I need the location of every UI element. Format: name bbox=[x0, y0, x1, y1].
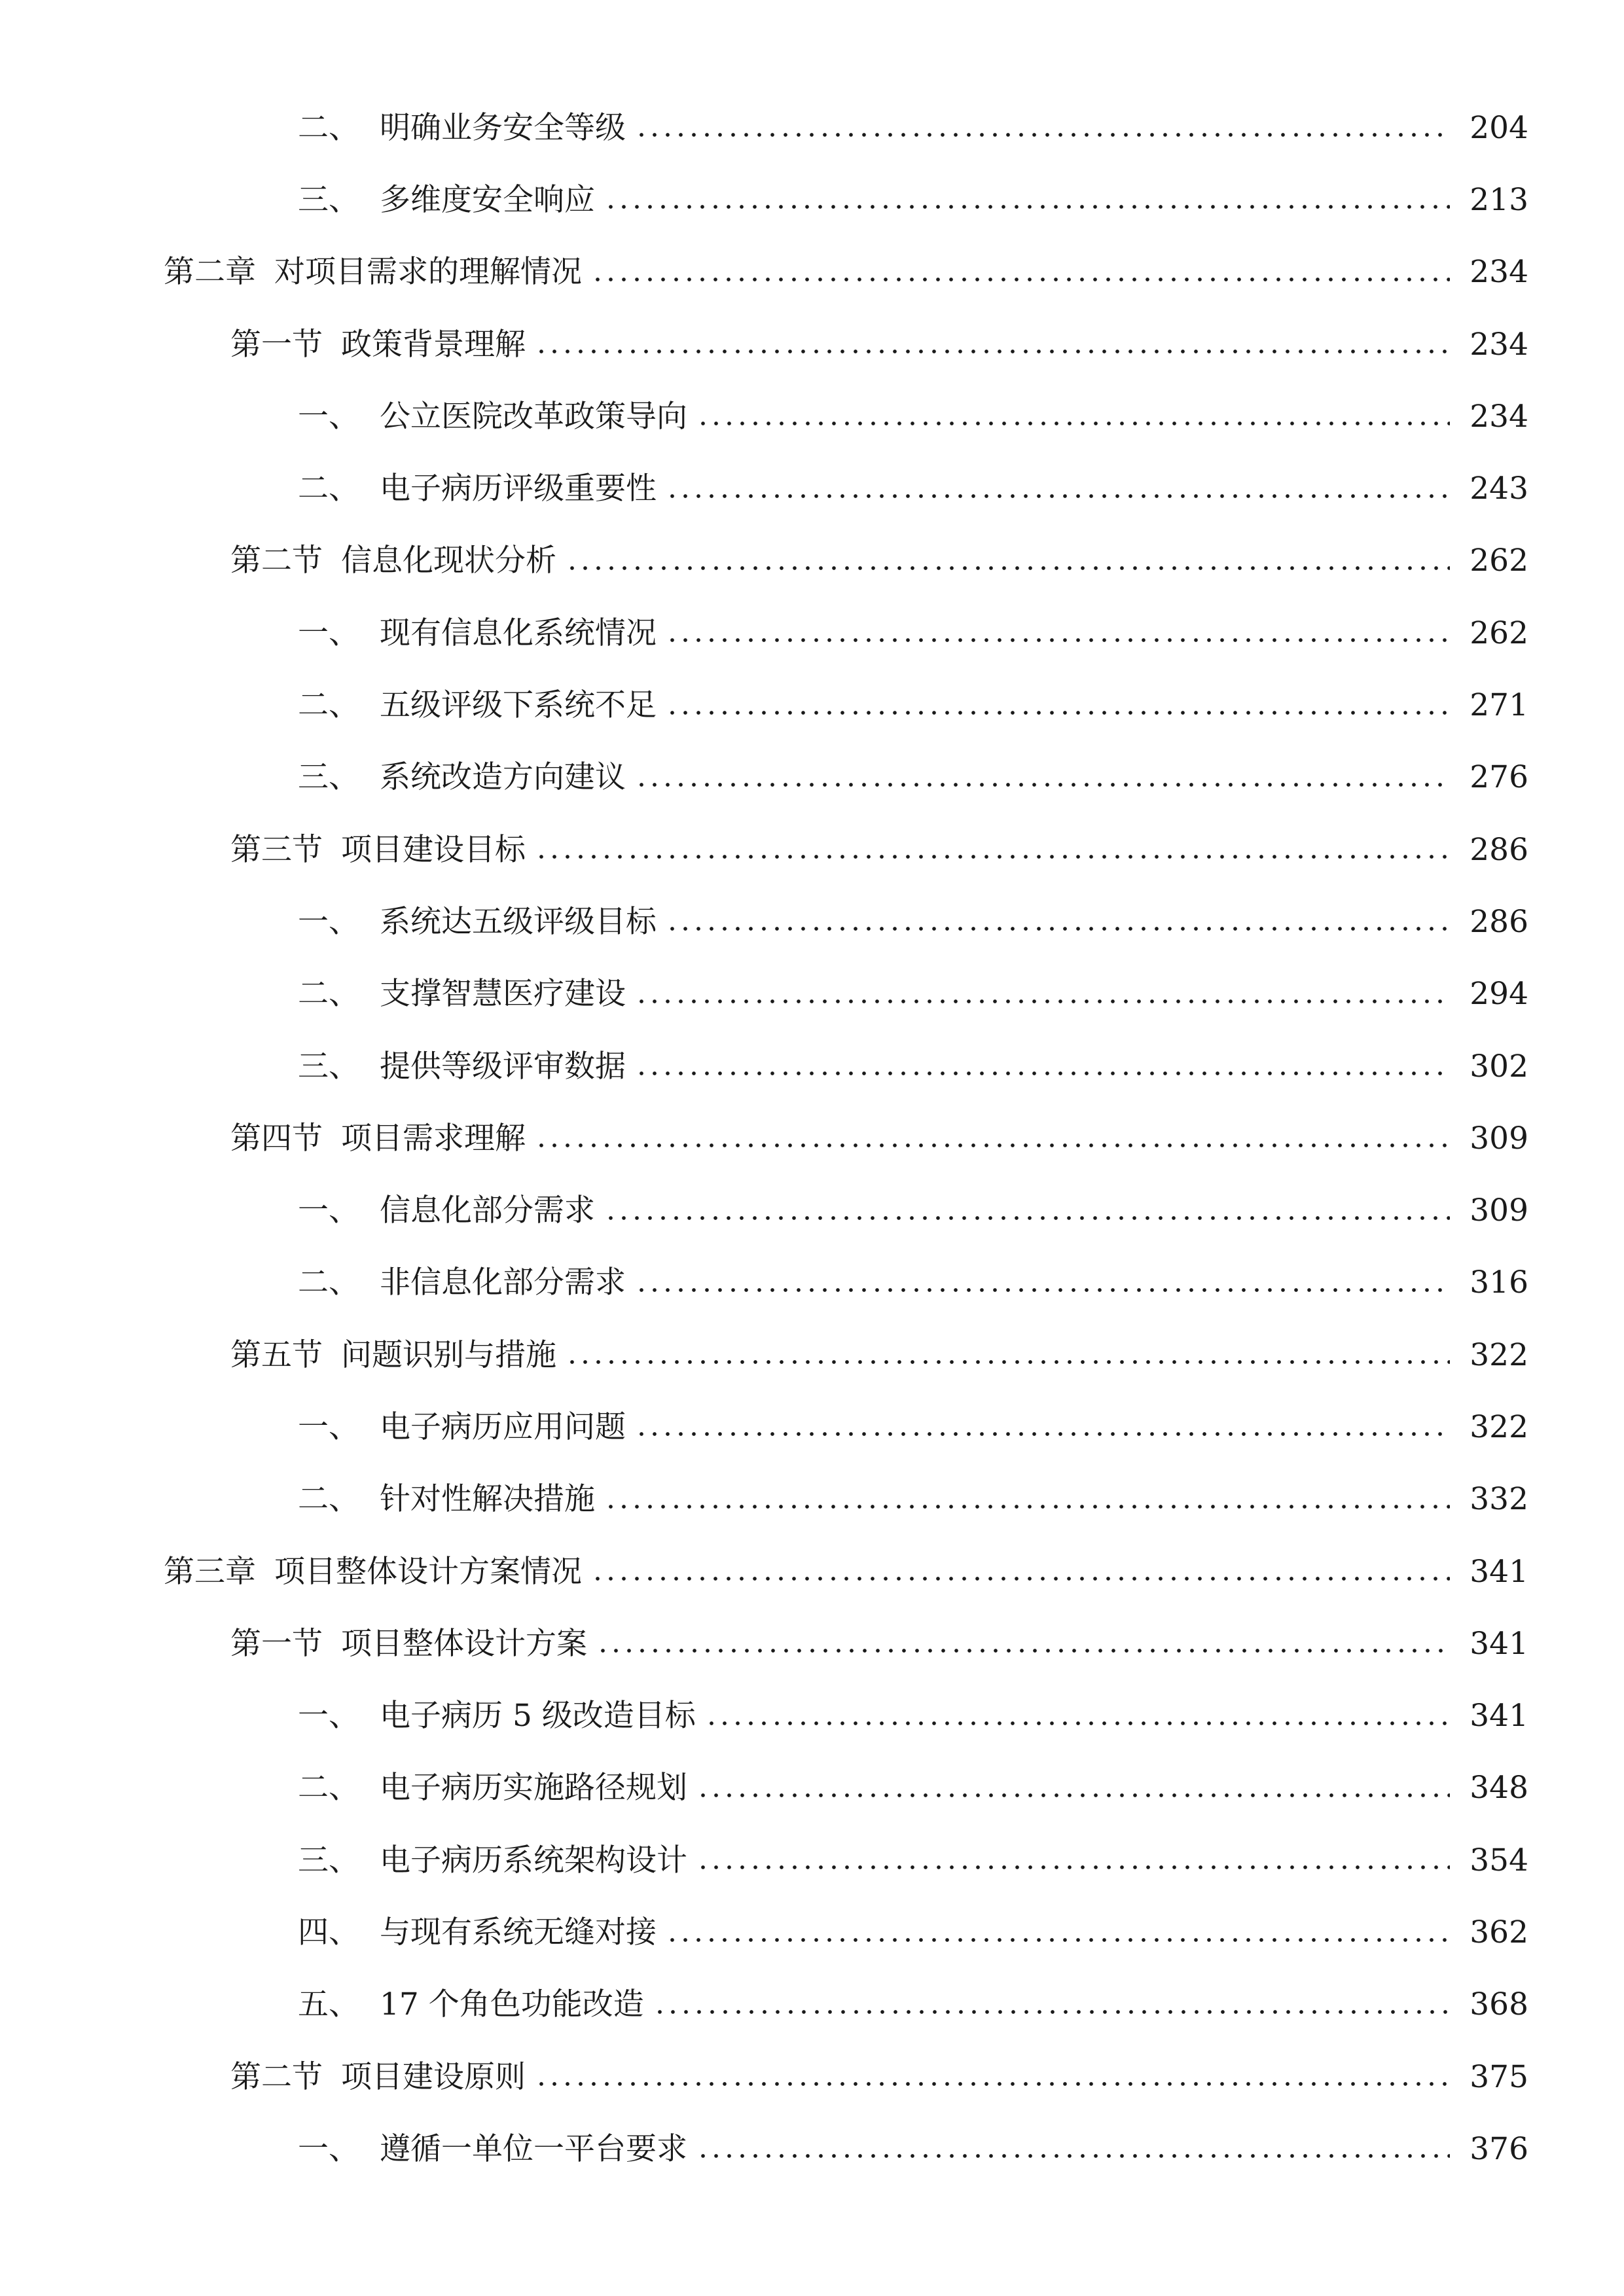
toc-entry[interactable] bbox=[0, 1102, 1624, 1174]
toc-entry-title: 非信息化部分需求 bbox=[380, 1265, 626, 1301]
toc-entry-number: 一、 bbox=[298, 903, 359, 940]
toc-entry-number: 四、 bbox=[298, 1914, 359, 1951]
toc-entry-title: 电子病历评级重要性 bbox=[380, 471, 657, 507]
toc-entry-title: 问题识别与措施 bbox=[341, 1336, 556, 1373]
toc-entry-number: 二、 bbox=[298, 1265, 359, 1301]
toc-page-number: 341 bbox=[1470, 1698, 1528, 1734]
toc-entry[interactable] bbox=[0, 669, 1624, 741]
toc-entry-title: 提供等级评审数据 bbox=[380, 1048, 626, 1085]
toc-entry-title: 明确业务安全等级 bbox=[380, 109, 626, 146]
toc-page-number: 376 bbox=[1470, 2130, 1528, 2167]
dot-leader bbox=[653, 2009, 1450, 2015]
toc-page-number: 262 bbox=[1470, 615, 1528, 651]
toc-entry[interactable] bbox=[0, 886, 1624, 958]
dot-leader bbox=[591, 1576, 1450, 1581]
toc-entry[interactable] bbox=[0, 380, 1624, 452]
toc-entry[interactable] bbox=[0, 1319, 1624, 1391]
toc-page-number: 271 bbox=[1470, 687, 1528, 724]
toc-page-number: 354 bbox=[1470, 1842, 1528, 1878]
toc-page-number: 322 bbox=[1470, 1408, 1528, 1445]
toc-page-number: 276 bbox=[1470, 759, 1528, 796]
dot-leader bbox=[696, 421, 1450, 426]
toc-entry-number: 第二章 bbox=[164, 254, 256, 291]
toc-entry-title: 多维度安全响应 bbox=[380, 181, 595, 218]
toc-page-number: 234 bbox=[1470, 398, 1528, 435]
toc-entry-title: 针对性解决措施 bbox=[380, 1481, 595, 1518]
toc-entry-title: 项目整体设计方案情况 bbox=[274, 1553, 582, 1590]
toc-entry-title: 信息化部分需求 bbox=[380, 1193, 595, 1229]
dot-leader bbox=[591, 277, 1450, 282]
dot-leader bbox=[604, 204, 1450, 209]
toc-entry-title: 与现有系统无缝对接 bbox=[380, 1914, 657, 1951]
toc-entry[interactable] bbox=[0, 236, 1624, 308]
toc-entry-title: 电子病历应用问题 bbox=[380, 1408, 626, 1445]
dot-leader bbox=[535, 854, 1450, 859]
toc-entry-title: 项目整体设计方案 bbox=[341, 1625, 587, 1662]
toc-entry[interactable] bbox=[0, 1391, 1624, 1463]
toc-entry[interactable] bbox=[0, 1174, 1624, 1246]
toc-entry[interactable] bbox=[0, 1680, 1624, 1752]
dot-leader bbox=[596, 1648, 1450, 1653]
toc-entry-title: 项目建设目标 bbox=[341, 831, 526, 868]
toc-page-number: 204 bbox=[1470, 109, 1528, 146]
toc-entry[interactable] bbox=[0, 1752, 1624, 1824]
toc-entry-title: 系统改造方向建议 bbox=[380, 759, 626, 796]
toc-page-number: 368 bbox=[1470, 1986, 1528, 2023]
toc-page-number: 322 bbox=[1470, 1336, 1528, 1373]
dot-leader bbox=[696, 2153, 1450, 2159]
toc-entry-number: 一、 bbox=[298, 615, 359, 651]
toc-entry[interactable] bbox=[0, 92, 1624, 164]
toc-page-number: 309 bbox=[1470, 1193, 1528, 1229]
toc-page-number: 341 bbox=[1470, 1553, 1528, 1590]
dot-leader bbox=[666, 637, 1450, 643]
toc-page-number: 316 bbox=[1470, 1265, 1528, 1301]
toc-page-number: 262 bbox=[1470, 543, 1528, 579]
toc-entry-title: 电子病历系统架构设计 bbox=[380, 1842, 687, 1878]
toc-entry-number: 一、 bbox=[298, 398, 359, 435]
toc-entry-number: 一、 bbox=[298, 1408, 359, 1445]
toc-entry-number: 二、 bbox=[298, 687, 359, 724]
toc-entry-number: 一、 bbox=[298, 1193, 359, 1229]
toc-entry[interactable] bbox=[0, 1607, 1624, 1679]
toc-entry[interactable] bbox=[0, 2041, 1624, 2113]
dot-leader bbox=[666, 926, 1450, 931]
toc-entry-title: 项目建设原则 bbox=[341, 2058, 526, 2095]
toc-entry[interactable] bbox=[0, 1030, 1624, 1102]
toc-page-number: 341 bbox=[1470, 1625, 1528, 1662]
toc-page-number: 286 bbox=[1470, 903, 1528, 940]
toc-entry-number: 第一节 bbox=[230, 1625, 323, 1662]
toc-entry-title: 电子病历实施路径规划 bbox=[380, 1770, 687, 1806]
toc-entry-title: 电子病历 5 级改造目标 bbox=[380, 1698, 696, 1734]
toc-page-number: 243 bbox=[1470, 471, 1528, 507]
toc-page-number: 309 bbox=[1470, 1120, 1528, 1157]
toc-entry[interactable] bbox=[0, 597, 1624, 669]
toc-entry-title: 五级评级下系统不足 bbox=[380, 687, 657, 724]
toc-entry-number: 二、 bbox=[298, 1770, 359, 1806]
toc-entry-title: 系统达五级评级目标 bbox=[380, 903, 657, 940]
toc-entry[interactable] bbox=[0, 742, 1624, 814]
toc-entry-number: 第二节 bbox=[230, 2058, 323, 2095]
toc-entry[interactable] bbox=[0, 814, 1624, 886]
toc-entry[interactable] bbox=[0, 1896, 1624, 1968]
toc-page-number: 332 bbox=[1470, 1481, 1528, 1518]
toc-entry-title: 17 个角色功能改造 bbox=[380, 1986, 644, 2023]
toc-page-number: 375 bbox=[1470, 2058, 1528, 2095]
dot-leader bbox=[666, 710, 1450, 715]
dot-leader bbox=[705, 1721, 1450, 1726]
toc-entry-title: 公立医院改革政策导向 bbox=[380, 398, 687, 435]
dot-leader bbox=[666, 493, 1450, 499]
dot-leader bbox=[696, 1865, 1450, 1870]
toc-entry[interactable] bbox=[0, 1247, 1624, 1319]
toc-page-number: 362 bbox=[1470, 1914, 1528, 1951]
toc-entry-number: 二、 bbox=[298, 471, 359, 507]
toc-entry-number: 三、 bbox=[298, 1048, 359, 1085]
dot-leader bbox=[635, 1431, 1450, 1437]
dot-leader bbox=[635, 999, 1450, 1004]
dot-leader bbox=[635, 1071, 1450, 1076]
toc-entry-number: 第四节 bbox=[230, 1120, 323, 1157]
dot-leader bbox=[604, 1504, 1450, 1509]
dot-leader bbox=[535, 2081, 1450, 2087]
toc-entry-number: 第一节 bbox=[230, 326, 323, 363]
toc-entry-number: 五、 bbox=[298, 1986, 359, 2023]
dot-leader bbox=[566, 1359, 1450, 1365]
toc-page-number: 302 bbox=[1470, 1048, 1528, 1085]
dot-leader bbox=[635, 1287, 1450, 1293]
toc-entry[interactable] bbox=[0, 1824, 1624, 1896]
toc-entry[interactable] bbox=[0, 525, 1624, 597]
toc-entry-title: 对项目需求的理解情况 bbox=[274, 254, 582, 291]
toc-entry-title: 项目需求理解 bbox=[341, 1120, 526, 1157]
toc-page-number: 348 bbox=[1470, 1770, 1528, 1806]
toc-entry-number: 三、 bbox=[298, 1842, 359, 1878]
toc-page-number: 294 bbox=[1470, 976, 1528, 1013]
table-of-contents bbox=[0, 92, 1624, 2185]
toc-entry[interactable] bbox=[0, 2113, 1624, 2185]
toc-entry-number: 二、 bbox=[298, 109, 359, 146]
toc-entry-title: 现有信息化系统情况 bbox=[380, 615, 657, 651]
dot-leader bbox=[635, 782, 1450, 787]
toc-entry-number: 二、 bbox=[298, 1481, 359, 1518]
dot-leader bbox=[535, 349, 1450, 354]
toc-entry-title: 支撑智慧医疗建设 bbox=[380, 976, 626, 1013]
toc-entry-number: 一、 bbox=[298, 1698, 359, 1734]
toc-entry-number: 第三章 bbox=[164, 1553, 256, 1590]
toc-entry-title: 信息化现状分析 bbox=[341, 543, 556, 579]
toc-entry[interactable] bbox=[0, 308, 1624, 380]
toc-entry-number: 三、 bbox=[298, 181, 359, 218]
dot-leader bbox=[696, 1793, 1450, 1798]
toc-entry[interactable] bbox=[0, 1535, 1624, 1607]
dot-leader bbox=[604, 1215, 1450, 1221]
dot-leader bbox=[566, 565, 1450, 571]
toc-entry-number: 三、 bbox=[298, 759, 359, 796]
toc-entry-number: 第二节 bbox=[230, 543, 323, 579]
dot-leader bbox=[635, 132, 1450, 137]
toc-entry-number: 一、 bbox=[298, 2130, 359, 2167]
toc-entry-title: 遵循一单位一平台要求 bbox=[380, 2130, 687, 2167]
toc-entry-number: 第三节 bbox=[230, 831, 323, 868]
toc-entry[interactable] bbox=[0, 164, 1624, 236]
toc-entry[interactable] bbox=[0, 958, 1624, 1030]
toc-entry[interactable] bbox=[0, 1463, 1624, 1535]
toc-page-number: 286 bbox=[1470, 831, 1528, 868]
toc-entry-number: 二、 bbox=[298, 976, 359, 1013]
toc-entry[interactable] bbox=[0, 452, 1624, 524]
toc-entry-title: 政策背景理解 bbox=[341, 326, 526, 363]
toc-page-number: 234 bbox=[1470, 326, 1528, 363]
toc-entry[interactable] bbox=[0, 1969, 1624, 2041]
toc-entry-number: 第五节 bbox=[230, 1336, 323, 1373]
toc-page-number: 234 bbox=[1470, 254, 1528, 291]
dot-leader bbox=[535, 1143, 1450, 1148]
toc-page-number: 213 bbox=[1470, 181, 1528, 218]
dot-leader bbox=[666, 1937, 1450, 1943]
